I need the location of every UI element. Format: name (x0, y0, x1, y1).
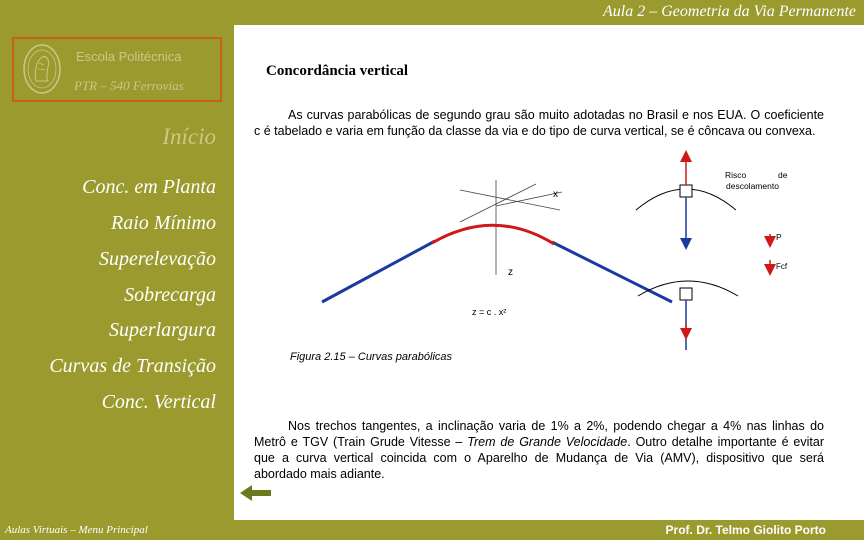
nav-item-superlargura[interactable]: Superlargura (108, 319, 216, 341)
paragraph-tangents-a: Nos trechos tangentes, a inclinação varia de 1% a 2%, podendo chegar a 4% nas linhas do Metrô e TGV (Train Grude Vitesse – (254, 419, 824, 449)
footer-menu (0, 520, 234, 540)
lesson-title: Aula 2 – Geometria da Via Permanente (603, 3, 856, 20)
logo-box (12, 37, 222, 102)
parabolic-curve (432, 225, 554, 244)
figure-caption: Figura 2.15 – Curvas parabólicas (290, 351, 453, 363)
nav-item-sobrecarga[interactable]: Sobrecarga (124, 284, 216, 306)
nav-item-conc-em-planta[interactable]: Conc. em Planta (82, 176, 216, 198)
header-bar (234, 0, 864, 25)
section-title: Concordância vertical (266, 63, 409, 79)
paragraph-tangents (254, 418, 824, 482)
left-tangent-line (322, 241, 435, 302)
nav-item-raio-minimo[interactable]: Raio Mínimo (111, 212, 216, 234)
p-label: P (776, 232, 782, 242)
parabola-equation: z = c . x² (472, 307, 507, 317)
right-tangent-line (552, 242, 672, 302)
footer-author (234, 520, 864, 540)
school-name: Escola Politécnica (76, 49, 182, 64)
fcf-label: Fcf (776, 262, 788, 271)
main-menu-link[interactable]: Aulas Virtuais – Menu Principal (5, 524, 148, 536)
risk-label: Risco de descolamento (725, 170, 788, 191)
nav-item-curvas-de-transicao[interactable]: Curvas de Transição (49, 355, 216, 377)
paragraph-tangents-emphasis: Trem de Grande Velocidade (467, 435, 628, 449)
paragraph-tangents-b: . Outro detalhe importante é evitar que a curva vertical coincida com o Aparelho de Mudança de Via (AMV), dispositivo que será abordado mais adiante. (254, 435, 825, 481)
university-seal-icon (22, 43, 62, 95)
sidebar (0, 0, 234, 540)
nav-item-superelevacao[interactable]: Superelevação (99, 248, 216, 270)
course-name: PTR – 540 Ferrovias (74, 78, 184, 93)
nav-item-conc-vertical[interactable]: Conc. Vertical (101, 391, 216, 413)
vehicle-bottom-box (680, 288, 692, 300)
arrow-left-icon[interactable] (240, 483, 272, 503)
z-axis-label: z (508, 267, 513, 278)
author-name: Prof. Dr. Telmo Giolito Porto (665, 523, 826, 537)
paragraph-parabolic-curves: As curvas parabólicas de segundo grau são muito adotadas no Brasil e nos EUA. O coeficiente c é tabelado e varia em função da classe da via e do tipo de curva vertical, se é côncava ou convexa. (254, 108, 824, 138)
x-axis-label: x (553, 189, 558, 200)
vehicle-top-box (680, 185, 692, 197)
nav-item-inicio[interactable]: Início (162, 124, 216, 149)
parabolic-curves-figure (300, 150, 820, 360)
